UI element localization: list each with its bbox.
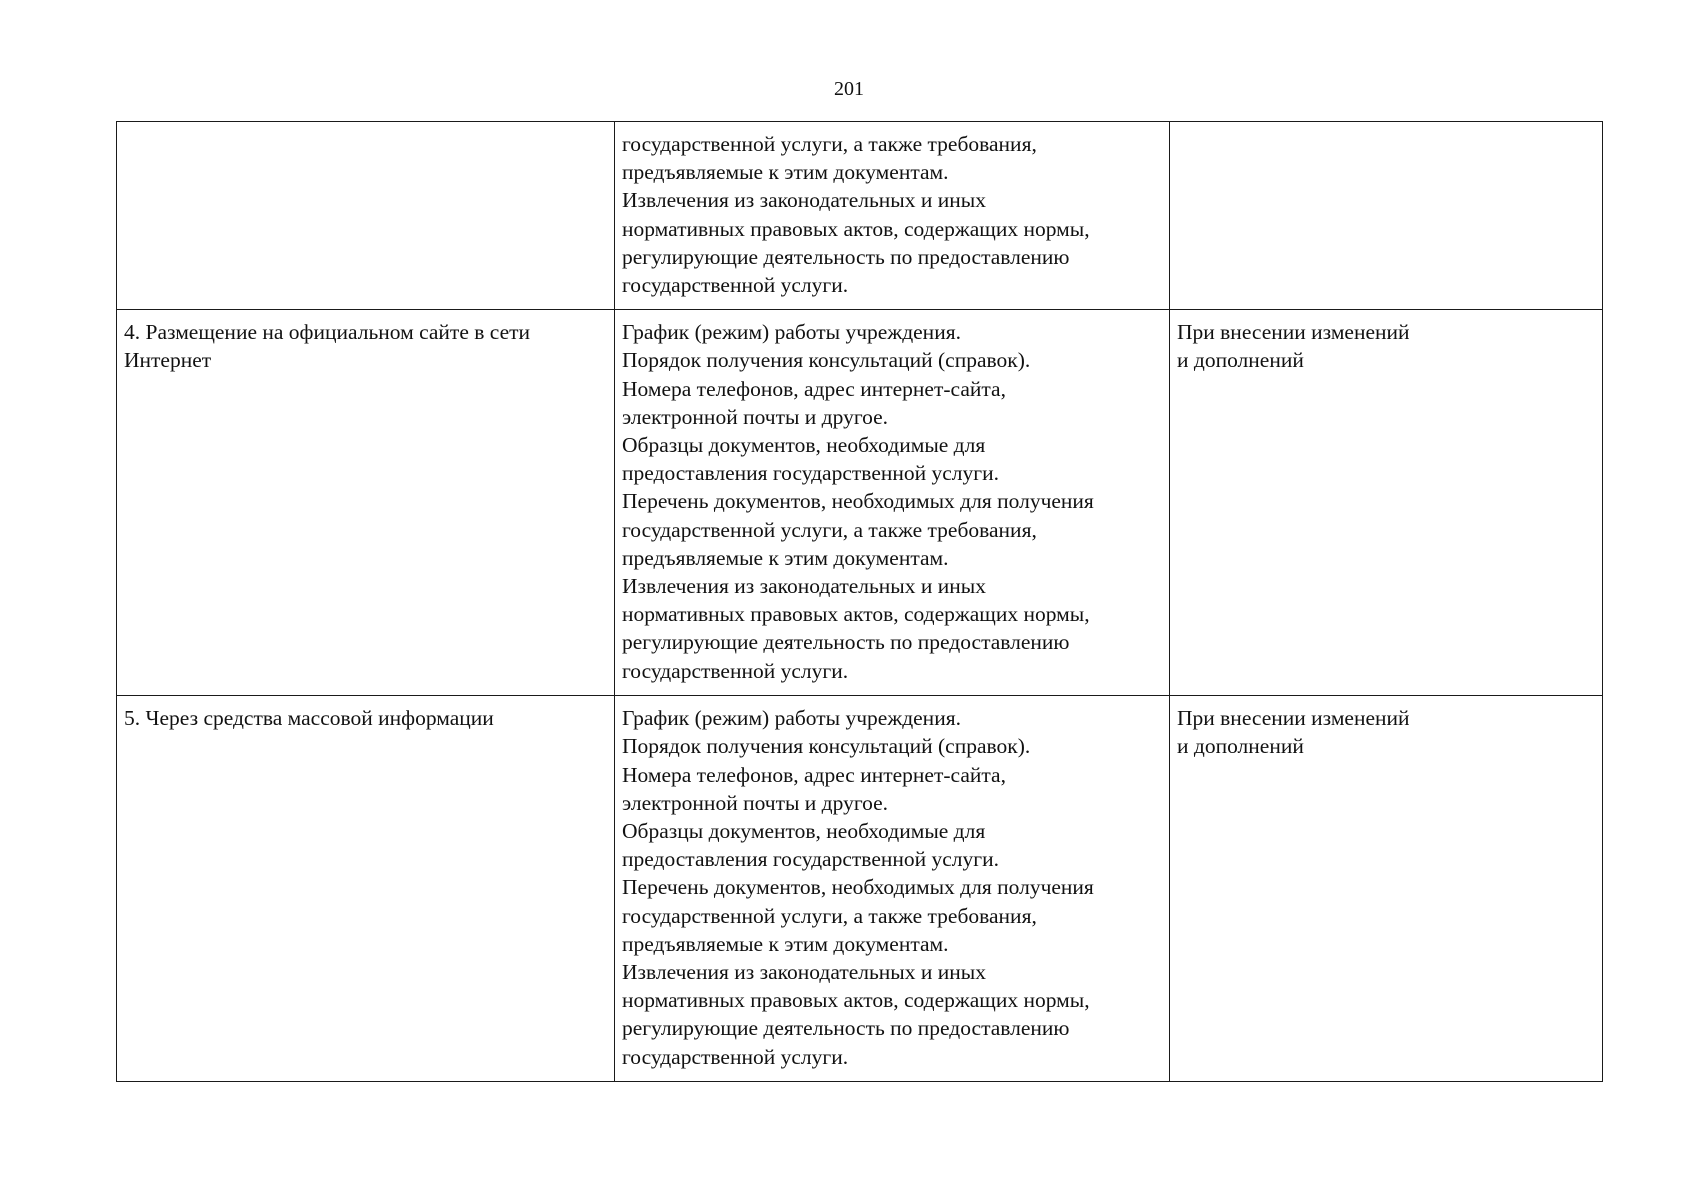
update-cell bbox=[1170, 696, 1603, 1082]
text-line: предоставления государственной услуги. bbox=[622, 847, 999, 872]
text-line: и дополнений bbox=[1177, 734, 1304, 759]
text-line: предъявляемые к этим документам. bbox=[622, 160, 949, 185]
text-line: предоставления государственной услуги. bbox=[622, 461, 999, 486]
table-row bbox=[117, 310, 1603, 696]
text-line: предъявляемые к этим документам. bbox=[622, 931, 949, 956]
text-line: регулирующие деятельность по предоставлению bbox=[622, 630, 1070, 655]
text-line: 4. Размещение на официальном сайте в сети bbox=[124, 320, 531, 345]
page-number: 201 bbox=[834, 78, 864, 100]
text-line: Извлечения из законодательных и иных bbox=[622, 960, 986, 985]
text-line: Порядок получения консультаций (справок). bbox=[622, 734, 1031, 759]
text-line: электронной почты и другое. bbox=[622, 404, 889, 429]
table-row bbox=[117, 122, 1603, 310]
text-line: государственной услуги. bbox=[622, 1044, 849, 1069]
content-cell bbox=[615, 122, 1170, 310]
text-line: При внесении изменений bbox=[1177, 320, 1410, 345]
text-line: График (режим) работы учреждения. bbox=[622, 706, 961, 731]
text-line: Интернет bbox=[124, 348, 212, 373]
text-line: Порядок получения консультаций (справок). bbox=[622, 348, 1031, 373]
method-cell bbox=[117, 696, 615, 1082]
text-line: государственной услуги. bbox=[622, 273, 849, 298]
text-line: предъявляемые к этим документам. bbox=[622, 545, 949, 570]
text-line: регулирующие деятельность по предоставлению bbox=[622, 244, 1070, 269]
text-line: и дополнений bbox=[1177, 348, 1304, 373]
update-cell bbox=[1170, 122, 1603, 310]
content-cell bbox=[615, 696, 1170, 1082]
text-line: государственной услуги, а также требования, bbox=[622, 903, 1037, 928]
text-line: нормативных правовых актов, содержащих нормы, bbox=[622, 988, 1090, 1013]
text-line: государственной услуги. bbox=[622, 658, 849, 683]
text-line: Номера телефонов, адрес интернет-сайта, bbox=[622, 376, 1006, 401]
text-line: Перечень документов, необходимых для получения bbox=[622, 875, 1094, 900]
text-line: Номера телефонов, адрес интернет-сайта, bbox=[622, 762, 1006, 787]
text-line: Образцы документов, необходимые для bbox=[622, 819, 986, 844]
text-line: нормативных правовых актов, содержащих нормы, bbox=[622, 602, 1090, 627]
text-line: регулирующие деятельность по предоставлению bbox=[622, 1016, 1070, 1041]
table-row bbox=[117, 696, 1603, 1082]
text-line: Извлечения из законодательных и иных bbox=[622, 188, 986, 213]
information-table bbox=[116, 121, 1603, 1082]
text-line: государственной услуги, а также требования, bbox=[622, 517, 1037, 542]
text-line: 5. Через средства массовой информации bbox=[124, 706, 494, 731]
text-line: Перечень документов, необходимых для получения bbox=[622, 489, 1094, 514]
method-cell bbox=[117, 310, 615, 696]
text-line: электронной почты и другое. bbox=[622, 790, 889, 815]
text-line: государственной услуги, а также требования, bbox=[622, 132, 1037, 156]
content-cell bbox=[615, 310, 1170, 696]
update-cell bbox=[1170, 310, 1603, 696]
text-line: При внесении изменений bbox=[1177, 706, 1410, 731]
method-cell bbox=[117, 122, 615, 310]
text-line: График (режим) работы учреждения. bbox=[622, 320, 961, 345]
text-line: Извлечения из законодательных и иных bbox=[622, 574, 986, 599]
text-line: нормативных правовых актов, содержащих нормы, bbox=[622, 216, 1090, 241]
text-line: Образцы документов, необходимые для bbox=[622, 433, 986, 458]
